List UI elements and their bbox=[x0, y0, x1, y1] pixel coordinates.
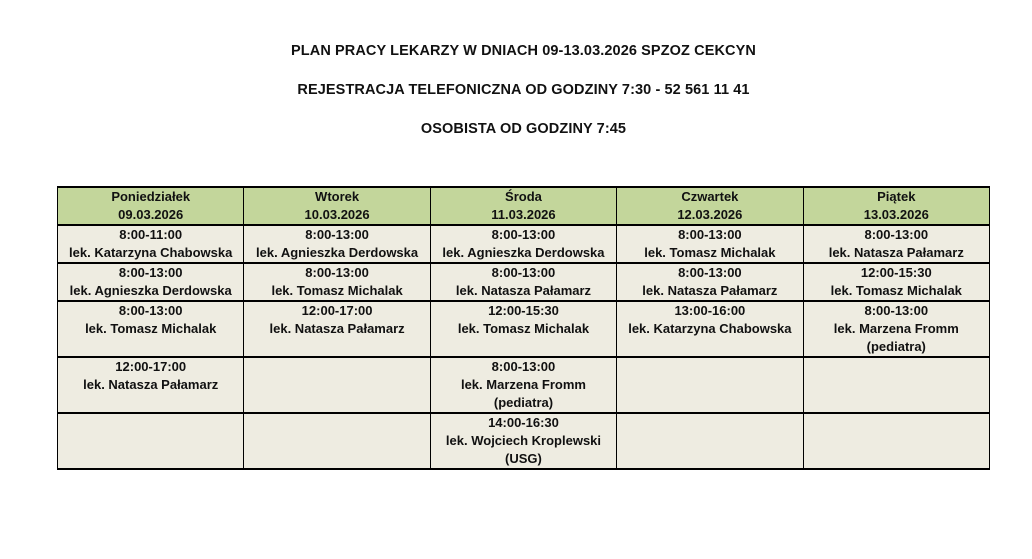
shift-time: 13:00-16:00 bbox=[674, 303, 746, 318]
shift-cell-empty bbox=[244, 357, 430, 413]
shift-note: (pediatra) bbox=[866, 339, 926, 354]
column-header-friday bbox=[803, 187, 989, 225]
column-header-monday bbox=[58, 187, 244, 225]
shift-time: 12:00-17:00 bbox=[301, 303, 373, 318]
phone-registration-line: REJESTRACJA TELEFONICZNA OD GODZINY 7:30 - 52 561 11 41 bbox=[297, 82, 750, 98]
shift-cell-empty bbox=[617, 413, 803, 469]
shift-cell bbox=[430, 225, 616, 263]
shift-doctor: lek. Natasza Pałamarz bbox=[642, 283, 778, 298]
schedule-row-5 bbox=[58, 413, 990, 469]
shift-time: 14:00-16:30 bbox=[488, 415, 559, 430]
schedule-table-body bbox=[58, 225, 990, 469]
shift-cell bbox=[244, 225, 430, 263]
date-label: 13.03.2026 bbox=[863, 207, 929, 222]
shift-cell bbox=[617, 225, 803, 263]
date-label: 09.03.2026 bbox=[118, 207, 184, 222]
document-header bbox=[57, 0, 990, 137]
shift-cell bbox=[617, 301, 803, 357]
schedule-row-1 bbox=[58, 225, 990, 263]
shift-time: 12:00-15:30 bbox=[860, 265, 932, 280]
date-label: 10.03.2026 bbox=[304, 207, 370, 222]
shift-cell bbox=[244, 263, 430, 301]
shift-doctor: lek. Tomasz Michalak bbox=[85, 321, 217, 336]
shift-doctor: lek. Natasza Pałamarz bbox=[269, 321, 405, 336]
shift-cell-empty bbox=[803, 357, 989, 413]
shift-cell-empty bbox=[244, 413, 430, 469]
shift-doctor: lek. Agnieszka Derdowska bbox=[69, 283, 232, 298]
shift-doctor: lek. Natasza Pałamarz bbox=[83, 377, 219, 392]
shift-doctor: lek. Katarzyna Chabowska bbox=[628, 321, 792, 336]
shift-doctor: lek. Tomasz Michalak bbox=[644, 245, 776, 260]
date-label: 12.03.2026 bbox=[677, 207, 743, 222]
schedule-row-3 bbox=[58, 301, 990, 357]
inperson-registration-line: OSOBISTA OD GODZINY 7:45 bbox=[420, 121, 627, 137]
shift-doctor: lek. Natasza Pałamarz bbox=[455, 283, 592, 298]
date-label: 11.03.2026 bbox=[491, 207, 556, 222]
shift-time: 8:00-13:00 bbox=[678, 265, 742, 280]
column-header-thursday bbox=[617, 187, 803, 225]
shift-cell bbox=[58, 301, 244, 357]
shift-time: 8:00-13:00 bbox=[118, 303, 183, 318]
shift-doctor: lek. Wojciech Kroplewski bbox=[445, 433, 602, 448]
schedule-table bbox=[57, 186, 990, 470]
shift-doctor: lek. Marzena Fromm bbox=[833, 321, 959, 336]
shift-doctor: lek. Agnieszka Derdowska bbox=[256, 245, 419, 260]
shift-time: 12:00-17:00 bbox=[115, 359, 187, 374]
weekday-header-row bbox=[58, 187, 990, 225]
weekday-label: Piątek bbox=[877, 189, 916, 204]
shift-time: 8:00-11:00 bbox=[119, 227, 183, 242]
shift-doctor: lek. Katarzyna Chabowska bbox=[69, 245, 233, 260]
shift-cell bbox=[430, 413, 616, 469]
shift-time: 8:00-13:00 bbox=[305, 265, 369, 280]
weekday-label: Czwartek bbox=[681, 189, 739, 204]
shift-cell bbox=[617, 263, 803, 301]
shift-time: 8:00-13:00 bbox=[491, 359, 556, 374]
schedule-row-4 bbox=[58, 357, 990, 413]
shift-cell bbox=[244, 301, 430, 357]
shift-doctor: lek. Tomasz Michalak bbox=[830, 283, 962, 298]
shift-time: 8:00-13:00 bbox=[678, 227, 742, 242]
shift-doctor: lek. Agnieszka Derdowska bbox=[442, 245, 605, 260]
shift-cell bbox=[58, 263, 244, 301]
shift-cell-empty bbox=[58, 413, 244, 469]
shift-time: 8:00-13:00 bbox=[305, 227, 369, 242]
shift-time: 12:00-15:30 bbox=[488, 303, 559, 318]
shift-time: 8:00-13:00 bbox=[491, 265, 556, 280]
weekday-label: Środa bbox=[505, 189, 542, 204]
weekday-label: Wtorek bbox=[315, 189, 360, 204]
shift-cell bbox=[803, 301, 989, 357]
shift-time: 8:00-13:00 bbox=[118, 265, 183, 280]
column-header-wednesday bbox=[430, 187, 616, 225]
shift-note: (pediatra) bbox=[493, 395, 554, 410]
shift-cell bbox=[58, 357, 244, 413]
shift-doctor: lek. Tomasz Michalak bbox=[457, 321, 590, 336]
document-content bbox=[57, 0, 990, 470]
shift-cell bbox=[430, 263, 616, 301]
shift-time: 8:00-13:00 bbox=[864, 303, 929, 318]
shift-note: (USG) bbox=[505, 451, 542, 466]
shift-doctor: lek. Tomasz Michalak bbox=[271, 283, 403, 298]
shift-time: 8:00-13:00 bbox=[491, 227, 556, 242]
document-title: PLAN PRACY LEKARZY W DNIACH 09-13.03.2026 SPZOZ CEKCYN bbox=[291, 43, 756, 59]
shift-cell-empty bbox=[803, 413, 989, 469]
schedule-table-head bbox=[58, 187, 990, 225]
shift-cell bbox=[803, 225, 989, 263]
shift-cell-empty bbox=[617, 357, 803, 413]
shift-doctor: lek. Marzena Fromm bbox=[460, 377, 586, 392]
shift-cell bbox=[58, 225, 244, 263]
weekday-label: Poniedziałek bbox=[111, 189, 191, 204]
shift-time: 8:00-13:00 bbox=[864, 227, 929, 242]
shift-cell bbox=[430, 301, 616, 357]
shift-doctor: lek. Natasza Pałamarz bbox=[828, 245, 964, 260]
column-header-tuesday bbox=[244, 187, 430, 225]
shift-cell bbox=[803, 263, 989, 301]
shift-cell bbox=[430, 357, 616, 413]
schedule-row-2 bbox=[58, 263, 990, 301]
